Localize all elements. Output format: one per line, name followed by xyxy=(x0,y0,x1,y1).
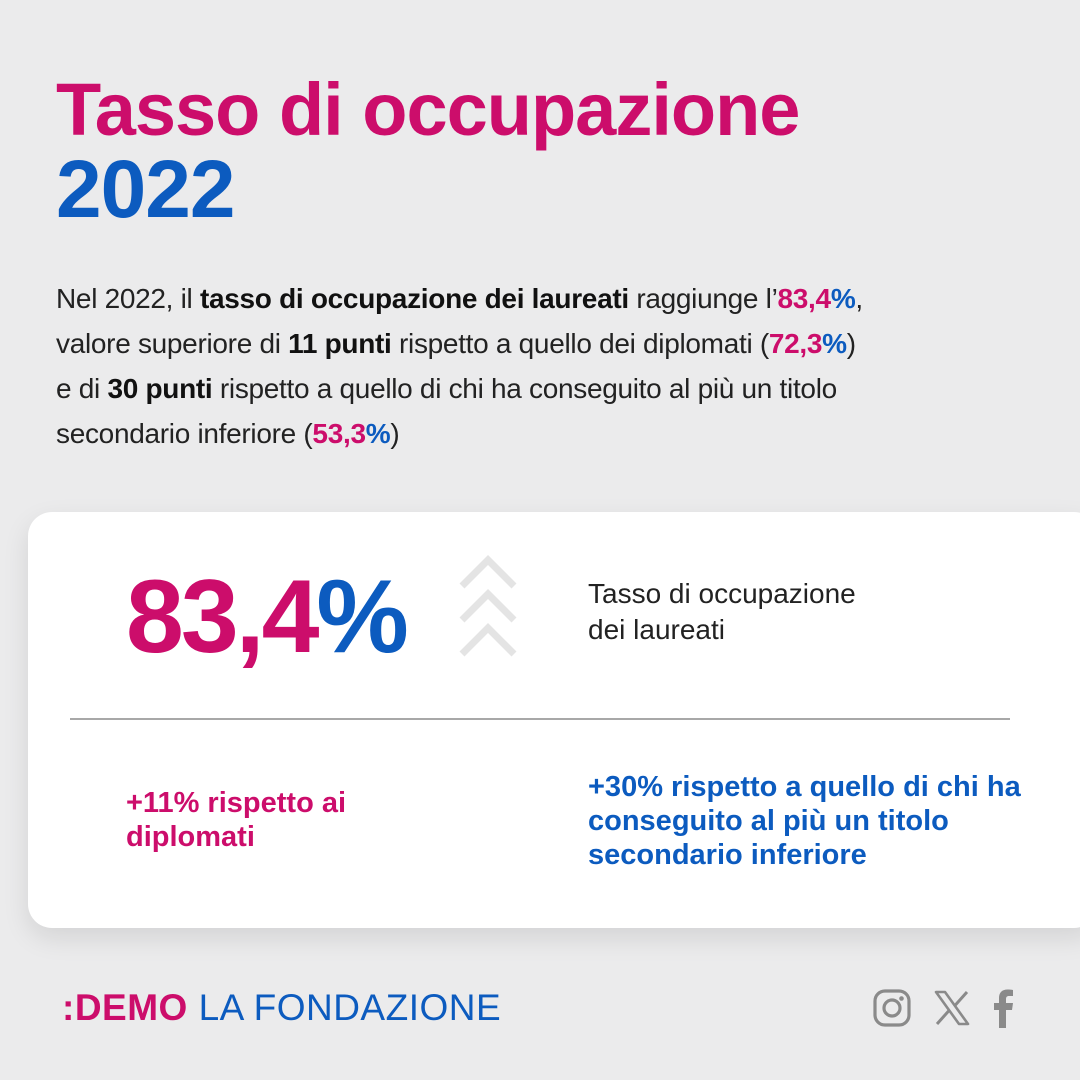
big-stat-label xyxy=(588,576,856,648)
diploma-comparison-stat: +11% rispetto ai diplomati xyxy=(126,787,347,853)
intro-text: rispetto a quello dei diplomati ( xyxy=(391,328,769,359)
intro-text: , xyxy=(855,283,863,314)
big-stat-percent: % xyxy=(316,559,406,675)
title-line-2-year: 2022 xyxy=(56,144,235,235)
intro-text: secondario inferiore ( xyxy=(56,418,313,449)
intro-percent-sign: % xyxy=(822,328,847,359)
intro-percent-sign: % xyxy=(365,418,391,449)
big-stat-label-line-1: Tasso di occupazione xyxy=(588,578,856,609)
intro-text: ) xyxy=(846,328,856,359)
x-icon[interactable] xyxy=(932,988,972,1028)
intro-text: valore superiore di xyxy=(56,328,289,359)
intro-bold-text: 30 punti xyxy=(107,373,213,404)
intro-value-diploma: 72,3 xyxy=(768,328,823,359)
big-stat-number: 83,4 xyxy=(126,559,317,675)
brand-demo: DEMO xyxy=(74,987,188,1028)
intro-text: rispetto a quello di chi ha conseguito al più un titolo xyxy=(212,373,837,404)
intro-bold-text: tasso di occupazione dei laureati xyxy=(199,283,629,314)
intro-text: e di xyxy=(56,373,108,404)
divider xyxy=(70,718,1010,720)
intro-value-graduates: 83,4 xyxy=(777,283,831,314)
brand-colon: : xyxy=(62,987,75,1028)
intro-paragraph xyxy=(56,276,1046,456)
chevrons-up-icon xyxy=(456,552,520,668)
brand-logo xyxy=(62,986,501,1030)
title-line-1: Tasso di occupazione xyxy=(56,68,800,151)
stats-card xyxy=(28,512,1080,928)
big-stat-label-line-2: dei laureati xyxy=(588,614,725,645)
intro-text: ) xyxy=(390,418,400,449)
lower-secondary-comparison-stat: +30% rispetto a quello di chi ha conseguito al più un titolo secondario inferiore xyxy=(588,771,1021,871)
instagram-icon[interactable] xyxy=(872,988,912,1028)
intro-value-lower-secondary: 53,3 xyxy=(312,418,366,449)
big-stat xyxy=(126,552,406,682)
brand-fondazione: LA FONDAZIONE xyxy=(187,987,502,1028)
intro-text: raggiunge l’ xyxy=(628,283,778,314)
intro-text: Nel 2022, il xyxy=(56,283,200,314)
page-title xyxy=(56,68,800,235)
intro-percent-sign: % xyxy=(830,283,856,314)
facebook-icon[interactable] xyxy=(984,988,1024,1028)
intro-bold-text: 11 punti xyxy=(288,328,392,359)
